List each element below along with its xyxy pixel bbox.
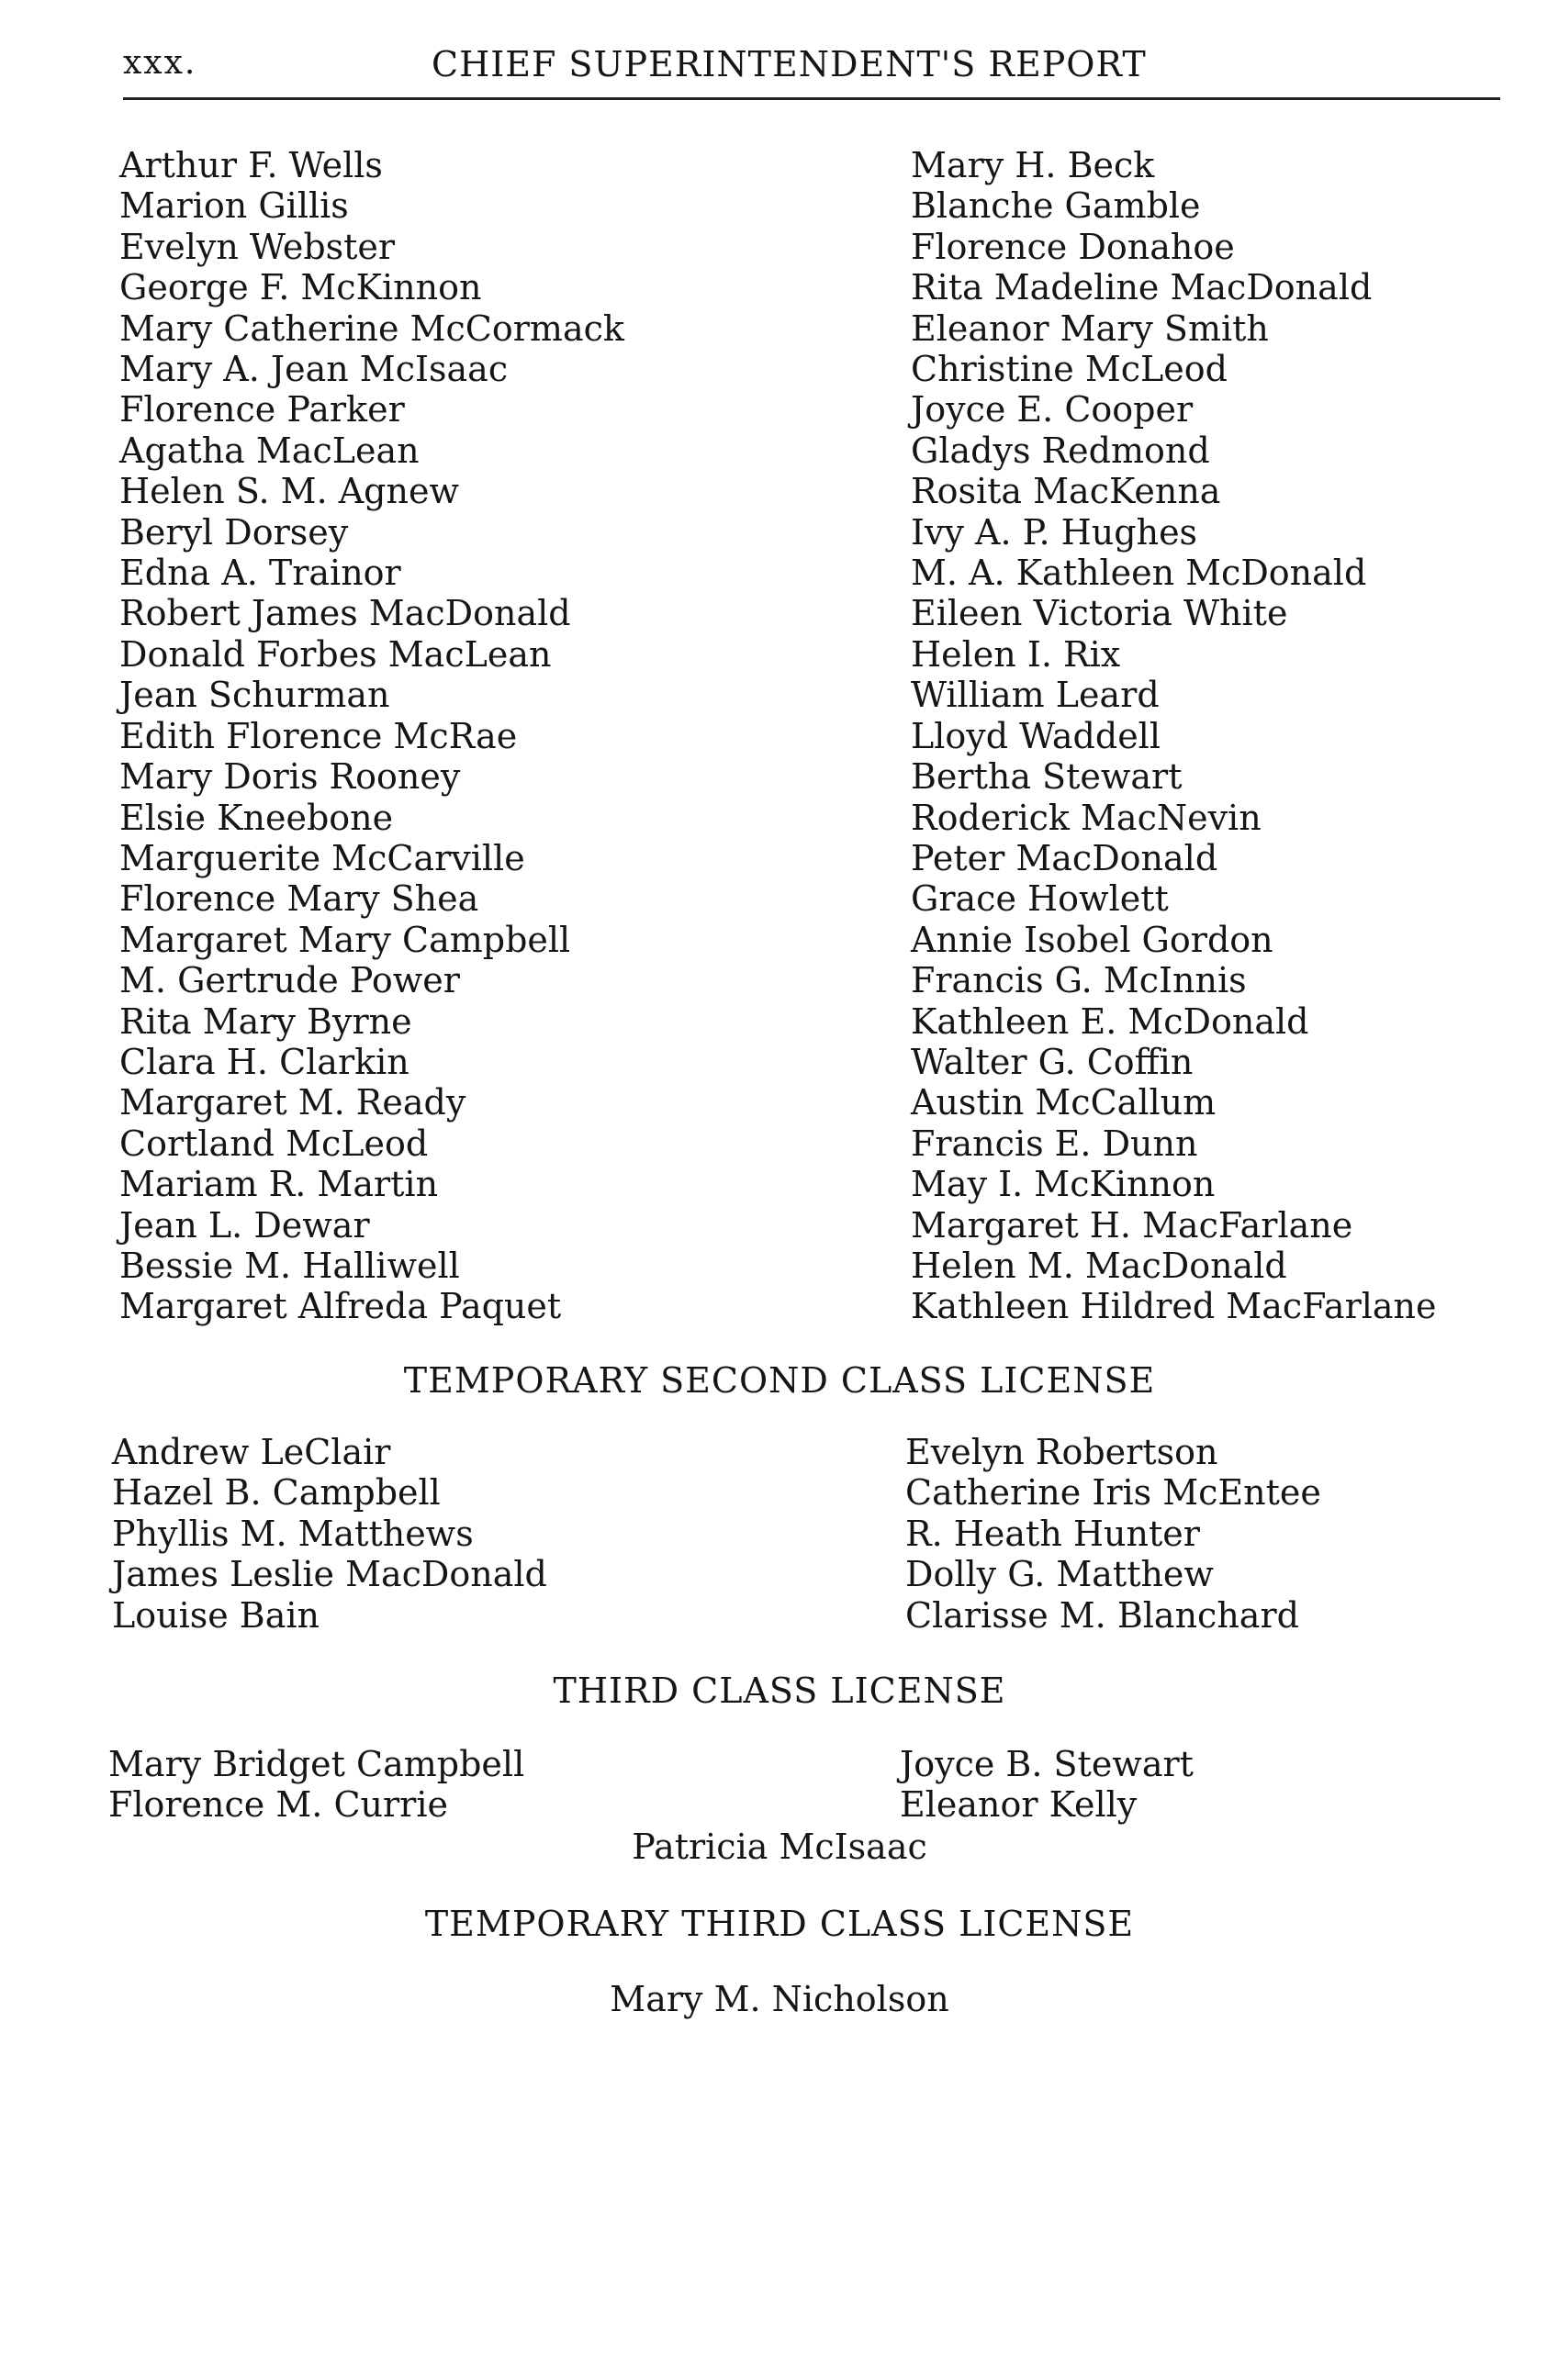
licensee-name: Margaret M. Ready	[119, 1082, 466, 1123]
licensee-name: William Leard	[911, 675, 1160, 716]
licensee-name: Roderick MacNevin	[911, 797, 1262, 838]
licensee-name: Mary Bridget Campbell	[108, 1744, 525, 1784]
licensee-name: Rita Mary Byrne	[119, 1000, 412, 1042]
licensee-name: Peter MacDonald	[911, 837, 1218, 878]
licensee-name: Ivy A. P. Hughes	[911, 511, 1198, 553]
licensee-name: Lloyd Waddell	[911, 715, 1161, 756]
licensee-name: Florence M. Currie	[108, 1784, 448, 1826]
licensee-name: Arthur F. Wells	[119, 145, 383, 185]
licensee-name: Catherine Iris McEntee	[905, 1472, 1321, 1514]
licensee-name: Cortland McLeod	[119, 1123, 429, 1164]
licensee-name: Jean L. Dewar	[119, 1204, 370, 1246]
temporary-third-class-heading: TEMPORARY THIRD CLASS LICENSE	[424, 1904, 1135, 1944]
licensee-name: Rita Madeline MacDonald	[911, 267, 1373, 308]
licensee-name: Evelyn Webster	[119, 226, 396, 267]
licensee-name: May I. McKinnon	[911, 1164, 1216, 1205]
licensee-name: Rosita MacKenna	[911, 471, 1221, 512]
temporary-second-class-heading: TEMPORARY SECOND CLASS LICENSE	[403, 1360, 1156, 1401]
licensee-name: Elsie Kneebone	[119, 797, 394, 838]
licensee-name: James Leslie MacDonald	[112, 1554, 547, 1595]
licensee-name: Helen I. Rix	[911, 633, 1121, 675]
licensee-name: Joyce B. Stewart	[900, 1744, 1194, 1784]
third-class-centered-name: Patricia McIsaac	[632, 1827, 927, 1867]
licensee-name: Mary Catherine McCormack	[119, 307, 624, 349]
licensee-name: Donald Forbes MacLean	[119, 633, 552, 675]
licensee-name: Dolly G. Matthew	[905, 1554, 1214, 1595]
licensee-name: Joyce E. Cooper	[911, 389, 1194, 430]
licensee-name: Kathleen E. McDonald	[911, 1000, 1309, 1042]
third-class-left-column	[108, 1744, 524, 1826]
licensee-name: George F. McKinnon	[119, 267, 482, 308]
licensee-name: Marion Gillis	[119, 185, 349, 227]
temporary-second-class-right-column	[905, 1432, 1321, 1636]
page-header	[123, 37, 1500, 92]
licensee-name: Marguerite McCarville	[119, 837, 525, 878]
licensee-name: Phyllis M. Matthews	[112, 1513, 474, 1554]
licensee-name: Gladys Redmond	[911, 430, 1210, 471]
licensee-name: Hazel B. Campbell	[112, 1472, 441, 1514]
licensee-name: Margaret Alfreda Paquet	[119, 1286, 562, 1327]
licensee-name: Eleanor Mary Smith	[911, 307, 1269, 349]
licensee-name: Eleanor Kelly	[900, 1784, 1138, 1826]
licensee-name: Florence Parker	[119, 389, 405, 430]
licensee-name: Christine McLeod	[911, 349, 1228, 390]
licensee-name: Clara H. Clarkin	[119, 1041, 409, 1082]
licensee-name: Margaret Mary Campbell	[119, 919, 571, 960]
temporary-second-class-left-column	[112, 1432, 547, 1636]
licensee-name: Edna A. Trainor	[119, 553, 401, 594]
licensee-name: Evelyn Robertson	[905, 1432, 1218, 1472]
licensee-name: Bessie M. Halliwell	[119, 1245, 460, 1286]
licensee-name: Mariam R. Martin	[119, 1164, 439, 1205]
third-class-right-column	[900, 1744, 1194, 1826]
page-number: xxx.	[123, 44, 197, 82]
licensee-name: Andrew LeClair	[112, 1432, 391, 1472]
licensee-name: Grace Howlett	[911, 878, 1169, 920]
licensee-name: Mary A. Jean McIsaac	[119, 349, 509, 390]
licensee-name: Mary Doris Rooney	[119, 756, 461, 798]
licensee-name: M. A. Kathleen McDonald	[911, 553, 1367, 594]
licensee-name: Bertha Stewart	[911, 756, 1183, 798]
licensee-name: Annie Isobel Gordon	[911, 919, 1273, 960]
licensee-name: Mary H. Beck	[911, 145, 1155, 185]
third-class-heading: THIRD CLASS LICENSE	[553, 1670, 1006, 1711]
names-left-column	[119, 145, 624, 1327]
temporary-third-class-name: Mary M. Nicholson	[610, 1979, 949, 2019]
licensee-name: Robert James MacDonald	[119, 593, 571, 634]
licensee-name: Jean Schurman	[119, 675, 390, 716]
licensee-name: Francis E. Dunn	[911, 1123, 1198, 1164]
licensee-name: Florence Donahoe	[911, 226, 1235, 267]
licensee-name: Kathleen Hildred MacFarlane	[911, 1286, 1437, 1327]
header-rule	[123, 97, 1500, 100]
running-title: CHIEF SUPERINTENDENT'S REPORT	[432, 44, 1147, 84]
licensee-name: Agatha MacLean	[119, 430, 420, 471]
licensee-name: Florence Mary Shea	[119, 878, 479, 920]
licensee-name: Edith Florence McRae	[119, 715, 518, 756]
licensee-name: Beryl Dorsey	[119, 511, 349, 553]
licensee-name: Louise Bain	[112, 1594, 320, 1636]
names-right-column	[911, 145, 1437, 1327]
licensee-name: Blanche Gamble	[911, 185, 1201, 227]
licensee-name: Helen S. M. Agnew	[119, 471, 459, 512]
licensee-name: Walter G. Coffin	[911, 1041, 1194, 1082]
licensee-name: M. Gertrude Power	[119, 960, 460, 1001]
licensee-name: Eileen Victoria White	[911, 593, 1288, 634]
licensee-name: Austin McCallum	[911, 1082, 1217, 1123]
licensee-name: Margaret H. MacFarlane	[911, 1204, 1353, 1246]
licensee-name: Helen M. MacDonald	[911, 1245, 1287, 1286]
licensee-name: Francis G. McInnis	[911, 960, 1247, 1001]
licensee-name: R. Heath Hunter	[905, 1513, 1200, 1554]
licensee-name: Clarisse M. Blanchard	[905, 1594, 1299, 1636]
